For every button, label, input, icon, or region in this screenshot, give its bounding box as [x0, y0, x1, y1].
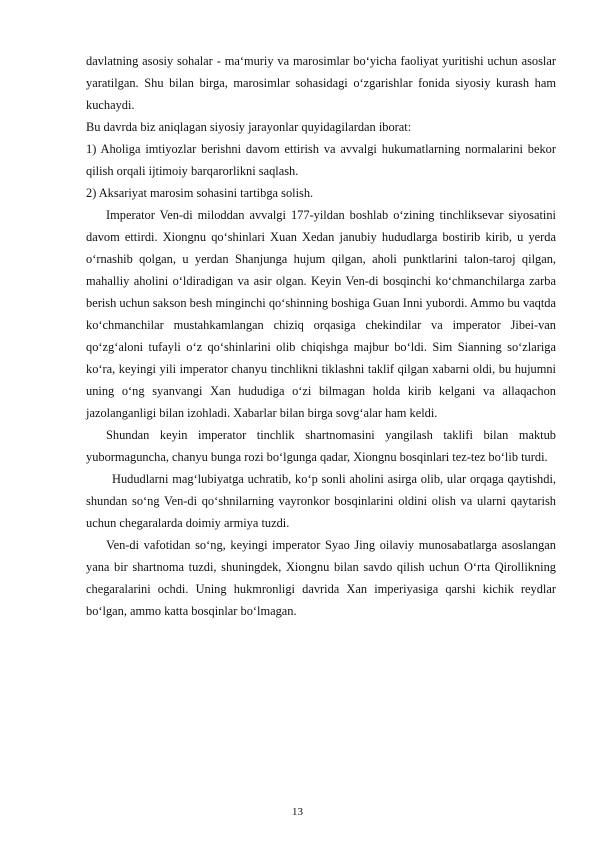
list-item-1: 1) Aholiga imtiyozlar berishni davom ettirish va avvalgi hukumatlarning normalarini bekor qilish orqali ijtimoiy barqarorlikni saqlash.: [86, 142, 556, 178]
paragraph-peace-treaty: Shundan keyin imperator tinchlik shartnomasini yangilash taklifi bilan maktub yubormaguncha, chanyu bunga rozi boʻlgunga qadar, Xiongnu bosqinlari tez-tez boʻlib turdi.: [86, 428, 556, 464]
paragraph-border-army: Hududlarni magʻlubiyatga uchratib, koʻp sonli aholini asirga olib, ular orqaga qaytishdi, shundan soʻng Ven-di qoʻshnilarning vayronkor bosqinlarini oldini olish va ularni qaytarish uchun chegaralarda doimiy armiya tuzdi.: [86, 472, 556, 530]
paragraph-ven-di: Imperator Ven-di miloddan avvalgi 177-yildan boshlab oʻzining tinchliksevar siyosatini davom ettirdi. Xiongnu qoʻshinlari Xuan Xedan janubiy hududlarga bostirib kirib, u yerda oʻrnashib qolgan, u yerdan Shanjunga hujum qilgan, aholi punktlarini talon-taroj qilgan, mahalliy aholini oʻldiradigan va asir olgan. Keyin Ven-di bosqinchi koʻchmanchilarga zarba berish uchun sakson besh minginchi qoʻshinning boshiga Guan Inni yubordi. Ammo bu vaqtda koʻchmanchilar mustahkamlangan chiziq orqasiga chekindilar va imperator Jibei-van qoʻzgʻaloni tufayli oʻz qoʻshinlarini olib chiqishga majbur boʻldi. Sim Sianning soʻzlariga koʻra, keyingi yili imperator chanyu tinchlikni tiklashni taklif qilgan xabarni oldi, bu hujumni uning oʻng syanvangi Xan hududiga oʻzi bilmagan holda kirib kelgani va allaqachon jazolanganligi bilan izohladi. Xabarlar bilan birga sovgʻalar ham keldi.: [86, 208, 556, 420]
page-number: 13: [292, 806, 303, 818]
paragraph-syao-jing: Ven-di vafotidan soʻng, keyingi imperator Syao Jing oilaviy munosabatlarga asoslangan yana bir shartnoma tuzdi, shuningdek, Xiongnu bilan savdo qilish uchun Oʻrta Qirollikning chegaralarini ochdi. Uning hukmronligi davrida Xan imperiyasiga qarshi kichik reydlar boʻlgan, ammo katta bosqinlar boʻlmagan.: [86, 538, 556, 618]
list-item-2: 2) Aksariyat marosim sohasini tartibga solish.: [86, 186, 314, 200]
paragraph-intro-list: Bu davrda biz aniqlagan siyosiy jarayonlar quyidagilardan iborat:: [86, 120, 412, 134]
paragraph-continuation: davlatning asosiy sohalar - maʻmuriy va marosimlar boʻyicha faoliyat yuritishi uchun asoslar yaratilgan. Shu bilan birga, marosimlar sohasidagi oʻzgarishlar fonida siyosiy kurash ham kuchaydi.: [86, 54, 556, 112]
page-body: [86, 50, 556, 622]
